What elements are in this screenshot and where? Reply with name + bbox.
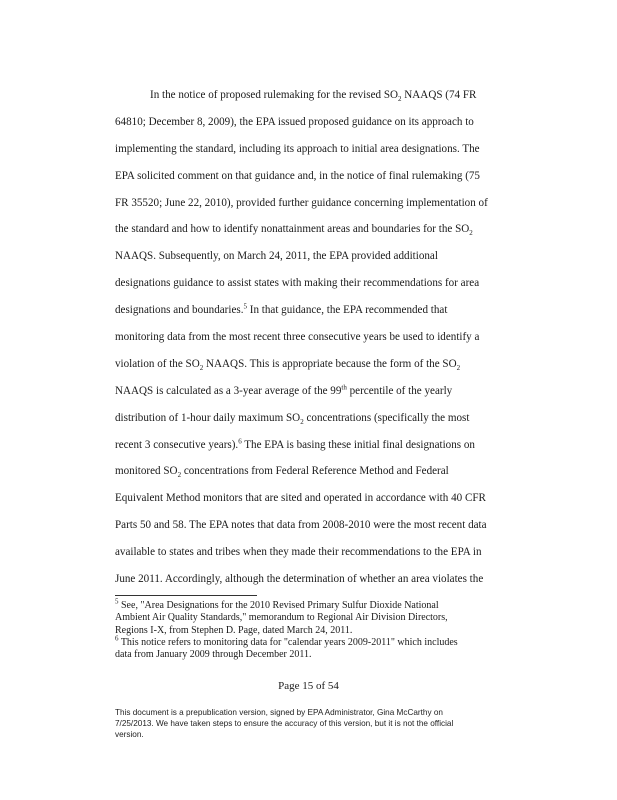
disclaimer-line: version. xyxy=(115,730,144,740)
text-run: NAAQS is calculated as a 3-year average of the 99 xyxy=(115,384,342,397)
footnote-text: data from January 2009 through December 2011. xyxy=(115,649,312,661)
text-run: percentile of the yearly xyxy=(346,384,453,397)
body-line xyxy=(115,243,517,270)
text-run: the standard and how to identify nonattainment areas and boundaries for the SO xyxy=(115,223,470,236)
footnote-line xyxy=(115,597,520,612)
text-run: implementing the standard, including its approach to initial area designations. The xyxy=(115,142,480,155)
footnote-marker: 6 xyxy=(115,634,119,643)
footnote-line xyxy=(115,625,520,637)
body-line xyxy=(115,136,517,163)
text-run: monitoring data from the most recent three consecutive years be used to identify a xyxy=(115,331,480,344)
text-run: concentrations (specifically the most xyxy=(303,411,470,424)
body-line xyxy=(115,216,517,243)
text-run: 64810; December 8, 2009), the EPA issued proposed guidance on its approach to xyxy=(115,115,474,128)
script-marker: 2 xyxy=(456,364,461,373)
body-line xyxy=(115,432,517,459)
text-run: concentrations from Federal Reference Method and Federal xyxy=(181,465,449,478)
script-marker: 2 xyxy=(469,229,473,238)
text-run: The EPA is basing these initial final designations on xyxy=(241,438,475,451)
text-run: designations guidance to assist states with making their recommendations for area xyxy=(115,277,480,290)
text-run: designations and boundaries. xyxy=(115,304,244,317)
footnote-text: See, "Area Designations for the 2010 Revised Primary Sulfur Dioxide National xyxy=(118,600,439,611)
body-line xyxy=(115,512,517,539)
footnote-text: Ambient Air Quality Standards," memorandum to Regional Air Division Directors, xyxy=(115,612,448,624)
body-line xyxy=(115,109,517,136)
text-run: NAAQS. This is appropriate because the form of the SO xyxy=(203,357,457,370)
script-marker: 2 xyxy=(398,95,402,104)
text-run: Equivalent Method monitors that are sited and operated in accordance with 40 CFR xyxy=(115,492,486,505)
body-line xyxy=(115,405,517,432)
text-run: In that guidance, the EPA recommended that xyxy=(246,304,448,317)
body-line xyxy=(115,539,517,566)
body-line xyxy=(115,458,517,485)
text-run: NAAQS (74 FR xyxy=(401,89,477,101)
footnote-line xyxy=(115,612,520,624)
text-run: NAAQS. Subsequently, on March 24, 2011, the EPA provided additional xyxy=(115,250,438,263)
page-number: Page 15 of 54 xyxy=(278,680,339,692)
footnote-text: This notice refers to monitoring data for "calendar years 2009-2011" which includes xyxy=(118,636,458,648)
script-marker: 2 xyxy=(300,417,304,426)
text-run: distribution of 1-hour daily maximum SO xyxy=(115,411,301,424)
script-marker: 2 xyxy=(199,364,204,373)
script-marker: 2 xyxy=(177,471,182,480)
text-run: Parts 50 and 58. The EPA notes that data from 2008-2010 were the most recent data xyxy=(115,519,487,532)
text-run: violation of the SO xyxy=(115,357,200,370)
footnote-line xyxy=(115,634,520,649)
footnote-separator xyxy=(115,595,257,596)
script-marker: 6 xyxy=(238,436,242,445)
text-run: In the notice of proposed rulemaking for the revised SO xyxy=(150,89,399,101)
body-line xyxy=(115,270,517,297)
footnotes xyxy=(115,597,520,661)
prepublication-disclaimer xyxy=(115,707,515,741)
disclaimer-line: This document is a prepublication version, signed by EPA Administrator, Gina McCarthy on xyxy=(115,708,443,717)
script-marker: th xyxy=(341,383,347,392)
body-line xyxy=(115,82,517,109)
footnote-text: Regions I-X, from Stephen D. Page, dated March 24, 2011. xyxy=(115,624,353,636)
text-run: June 2011. Accordingly, although the determination of whether an area violates the xyxy=(115,573,484,586)
text-run: FR 35520; June 22, 2010), provided further guidance concerning implementation of xyxy=(115,196,488,209)
body-line xyxy=(115,566,517,593)
footnote-line xyxy=(115,649,520,661)
text-run: available to states and tribes when they made their recommendations to the EPA in xyxy=(115,546,482,559)
text-run: EPA solicited comment on that guidance and, in the notice of final rulemaking (75 xyxy=(115,169,480,182)
footnote-marker: 5 xyxy=(115,597,119,606)
body-line xyxy=(115,485,517,512)
body-line xyxy=(115,324,517,351)
text-run: recent 3 consecutive years). xyxy=(115,438,239,451)
body-line xyxy=(115,297,517,324)
body-paragraph xyxy=(115,82,517,593)
disclaimer-line: 7/25/2013. We have taken steps to ensure the accuracy of this version, but it is not the official xyxy=(115,719,454,729)
body-line xyxy=(115,163,517,190)
body-line xyxy=(115,378,517,405)
body-line xyxy=(115,351,517,378)
body-line xyxy=(115,190,517,217)
text-run: monitored SO xyxy=(115,465,178,478)
script-marker: 5 xyxy=(243,302,247,311)
